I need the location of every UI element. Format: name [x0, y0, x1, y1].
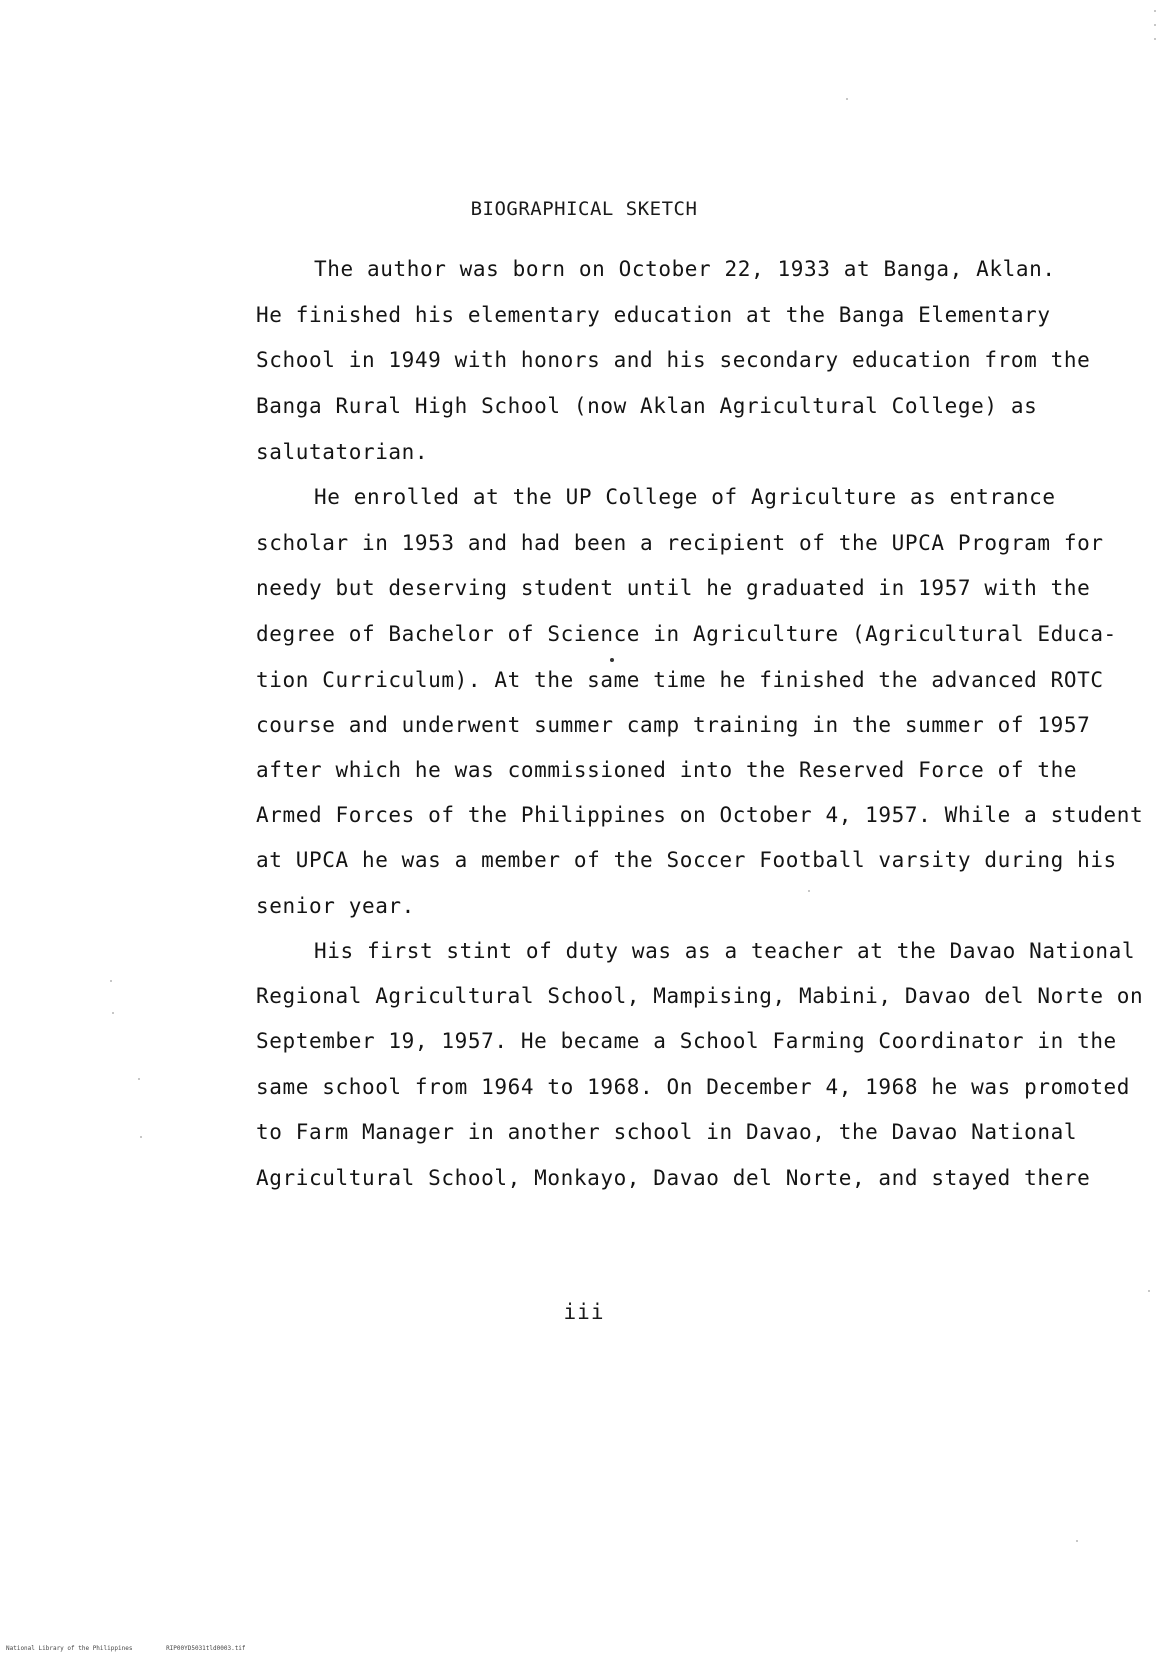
scan-speck [140, 1136, 142, 1138]
text-line: scholar in 1953 and had been a recipient of the UPCA Program for [256, 531, 1104, 555]
text-line: Armed Forces of the Philippines on October 4, 1957. While a student [256, 803, 1144, 827]
scan-dot [610, 658, 614, 662]
scan-speck [110, 980, 112, 982]
footer-library: National Library of the Philippines [6, 1645, 133, 1652]
text-line: He enrolled at the UP College of Agriculture as entrance [314, 485, 1056, 509]
scan-speck [1154, 10, 1156, 12]
text-line: salutatorian. [256, 440, 429, 464]
text-line: same school from 1964 to 1968. On December 4, 1968 he was promoted [256, 1075, 1131, 1099]
document-heading: BIOGRAPHICAL SKETCH [470, 198, 698, 220]
text-line: Regional Agricultural School, Mampising, Mabini, Davao del Norte on [256, 984, 1144, 1008]
scan-footer [6, 1645, 276, 1652]
page-number: iii [563, 1300, 605, 1324]
text-line: at UPCA he was a member of the Soccer Football varsity during his [256, 848, 1117, 872]
text-line: School in 1949 with honors and his secondary education from the [256, 348, 1091, 372]
text-line: to Farm Manager in another school in Davao, the Davao National [256, 1120, 1078, 1144]
text-line: needy but deserving student until he graduated in 1957 with the [256, 576, 1091, 600]
text-line: tion Curriculum). At the same time he finished the advanced ROTC [256, 668, 1104, 692]
text-line: September 19, 1957. He became a School Farming Coordinator in the [256, 1029, 1117, 1053]
text-line: Agricultural School, Monkayo, Davao del Norte, and stayed there [256, 1166, 1091, 1190]
footer-file: RIP00YD5031tld0003.tif [166, 1645, 246, 1652]
scan-speck [1076, 1540, 1078, 1542]
text-line: Banga Rural High School (now Aklan Agricultural College) as [256, 394, 1038, 418]
scan-speck [1148, 1290, 1150, 1292]
text-line: The author was born on October 22, 1933 at Banga, Aklan. [314, 257, 1056, 281]
scan-speck [1154, 38, 1156, 40]
scan-speck [112, 1012, 114, 1014]
scan-speck [1154, 24, 1156, 26]
text-line: after which he was commissioned into the Reserved Force of the [256, 758, 1078, 782]
text-line: course and underwent summer camp training in the summer of 1957 [256, 713, 1091, 737]
text-line: degree of Bachelor of Science in Agriculture (Agricultural Educa- [256, 622, 1117, 646]
text-line: senior year. [256, 894, 415, 918]
text-line: His first stint of duty was as a teacher at the Davao National [314, 939, 1136, 963]
scan-speck [138, 1078, 140, 1080]
scan-speck [808, 890, 810, 892]
text-line: He finished his elementary education at the Banga Elementary [256, 303, 1051, 327]
scan-speck [846, 98, 848, 100]
